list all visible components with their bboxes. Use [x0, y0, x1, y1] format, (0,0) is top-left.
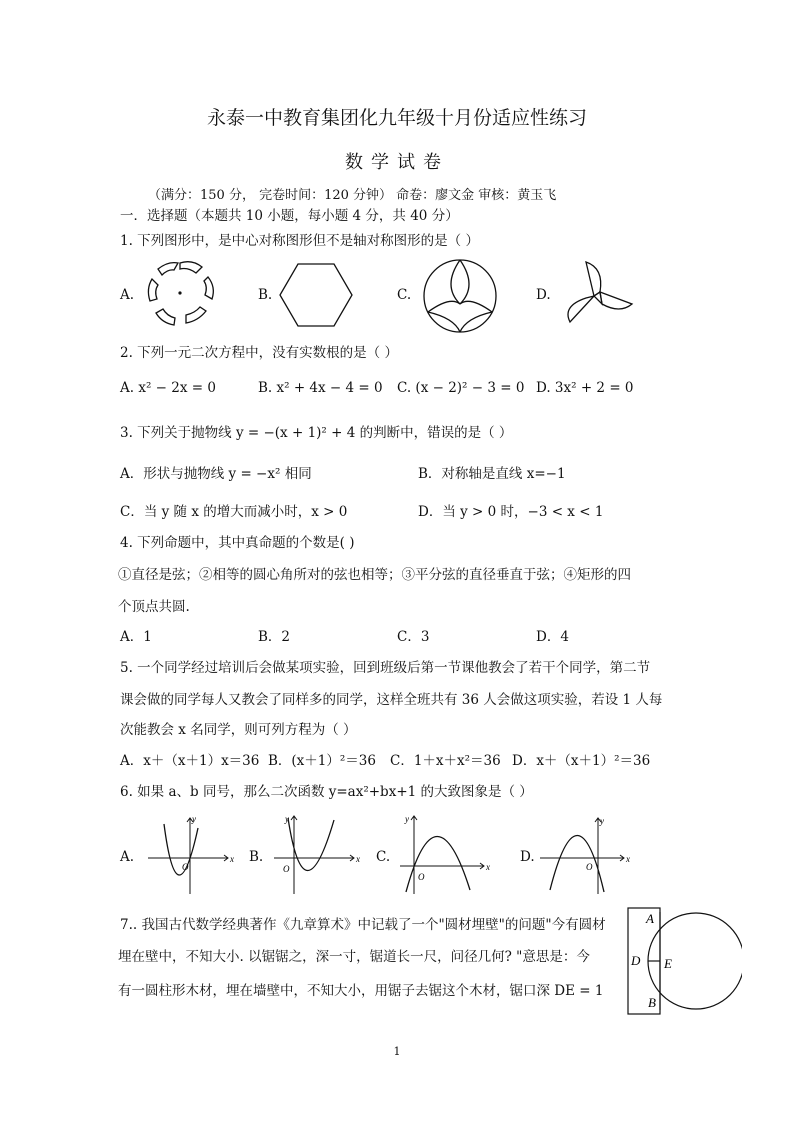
- q6-a-x-label: x: [230, 854, 234, 864]
- q3-stem: 3. 下列关于抛物线 y = −(x + 1)² + 4 的判断中，错误的是（ ）: [120, 425, 513, 441]
- q6-label-b: B.: [249, 849, 264, 865]
- q6-a-y-label: y: [192, 814, 196, 824]
- exam-subtitle: 数学试卷: [345, 152, 449, 173]
- q1-figure-a-pinwheel: [140, 255, 220, 330]
- q1-figure-b-hexagon: [278, 262, 354, 328]
- q6-d-origin-label: O: [586, 862, 593, 872]
- q7-label-e: E: [664, 956, 672, 971]
- q1-label-c: C.: [397, 287, 412, 303]
- q6-b-origin-label: O: [283, 864, 290, 874]
- q6-stem: 6. 如果 a、b 同号，那么二次函数 y=ax²+bx+1 的大致图象是（ ）: [120, 784, 533, 800]
- q2-option-d: D. 3x² + 2 = 0: [536, 380, 634, 396]
- q4-option-a: A．1: [120, 629, 152, 645]
- q6-d-x-label: x: [626, 854, 630, 864]
- q6-b-x-label: x: [356, 854, 360, 864]
- q4-body-line2: 个顶点共圆.: [118, 599, 190, 615]
- q6-c-y-label: y: [405, 814, 409, 824]
- q2-option-a: A. x² − 2x = 0: [120, 380, 216, 396]
- q2-stem: 2. 下列一元二次方程中，没有实数根的是（ ）: [120, 345, 398, 361]
- q1-label-b: B.: [258, 287, 273, 303]
- q4-option-c: C．3: [397, 629, 430, 645]
- q1-label-d: D.: [536, 287, 551, 303]
- q6-graph-b: [270, 812, 360, 896]
- q5-line1: 5. 一个同学经过培训后会做某项实验，回到班级后第一节课他教会了若干个同学，第二节: [120, 660, 651, 676]
- q3-option-d: D．当 y > 0 时，−3 < x < 1: [418, 504, 604, 520]
- q1-label-a: A.: [120, 287, 135, 303]
- q5-option-c: C．1＋x＋x²＝36: [390, 753, 501, 769]
- q3-option-c: C．当 y 随 x 的增大而减小时，x > 0: [120, 504, 348, 520]
- q7-figure-circle-in-wall: [622, 904, 742, 1018]
- q7-label-d: D: [631, 953, 641, 968]
- q1-stem: 1. 下列图形中，是中心对称图形但不是轴对称图形的是（ ）: [120, 233, 479, 249]
- q1-figure-d-propeller: [560, 258, 636, 328]
- q3-option-a: A．形状与抛物线 y = −x² 相同: [120, 466, 312, 482]
- q4-option-d: D．4: [536, 629, 569, 645]
- q7-label-b: B: [648, 995, 656, 1010]
- q5-line3: 次能教会 x 名同学，则可列方程为（ ）: [120, 722, 357, 738]
- q4-body-line1: ①直径是弦；②相等的圆心角所对的弦也相等；③平分弦的直径垂直于弦；④矩形的四: [118, 567, 631, 583]
- q6-graph-c: [396, 812, 492, 896]
- q2-option-c: C. (x − 2)² − 3 = 0: [397, 380, 525, 396]
- q5-option-a: A．x＋（x＋1）x＝36: [120, 753, 260, 769]
- page-number: 1: [393, 1045, 401, 1058]
- q7-label-a: A: [646, 911, 654, 926]
- q7-line2: 埋在壁中，不知大小. 以锯锯之，深一寸，锯道长一尺，问径几何? "意思是：今: [118, 949, 590, 965]
- q6-c-origin-label: O: [418, 872, 425, 882]
- q6-d-y-label: y: [600, 816, 604, 826]
- q5-option-b: B．(x＋1）²＝36: [268, 753, 376, 769]
- q5-line2: 课会做的同学每人又教会了同样多的同学，这样全班共有 36 人会做这项实验，若设 1 人每: [120, 692, 663, 708]
- q6-graph-a: [144, 814, 234, 896]
- q4-option-b: B．2: [258, 629, 291, 645]
- q3-option-b: B．对称轴是直线 x=−1: [418, 466, 566, 482]
- exam-title: 永泰一中教育集团化九年级十月份适应性练习: [206, 107, 587, 129]
- q7-line1: 7.. 我国古代数学经典著作《九章算术》中记载了一个"圆材埋壁"的问题"今有圆材: [120, 917, 606, 933]
- q6-c-x-label: x: [486, 862, 490, 872]
- exam-info: （满分：150 分， 完卷时间：120 分钟） 命卷：廖文金 审核：黄玉飞: [148, 188, 557, 203]
- q1-figure-c-circle-arcs: [420, 256, 500, 336]
- q6-label-c: C.: [376, 849, 391, 865]
- q2-option-b: B. x² + 4x − 4 = 0: [258, 380, 383, 396]
- q4-stem: 4. 下列命题中，其中真命题的个数是( ): [120, 535, 355, 551]
- q6-a-origin-label: O: [182, 862, 189, 872]
- q6-label-a: A.: [120, 849, 135, 865]
- q6-label-d: D.: [520, 849, 535, 865]
- q7-line3: 有一圆柱形木材，埋在墙壁中，不知大小，用锯子去锯这个木材，锯口深 DE = 1: [118, 983, 604, 999]
- q5-option-d: D．x＋（x＋1）²＝36: [512, 753, 651, 769]
- q6-graph-d: [536, 814, 632, 896]
- section-heading: 一．选择题（本题共 10 小题，每小题 4 分，共 40 分）: [120, 208, 459, 224]
- q6-b-y-label: y: [285, 814, 289, 824]
